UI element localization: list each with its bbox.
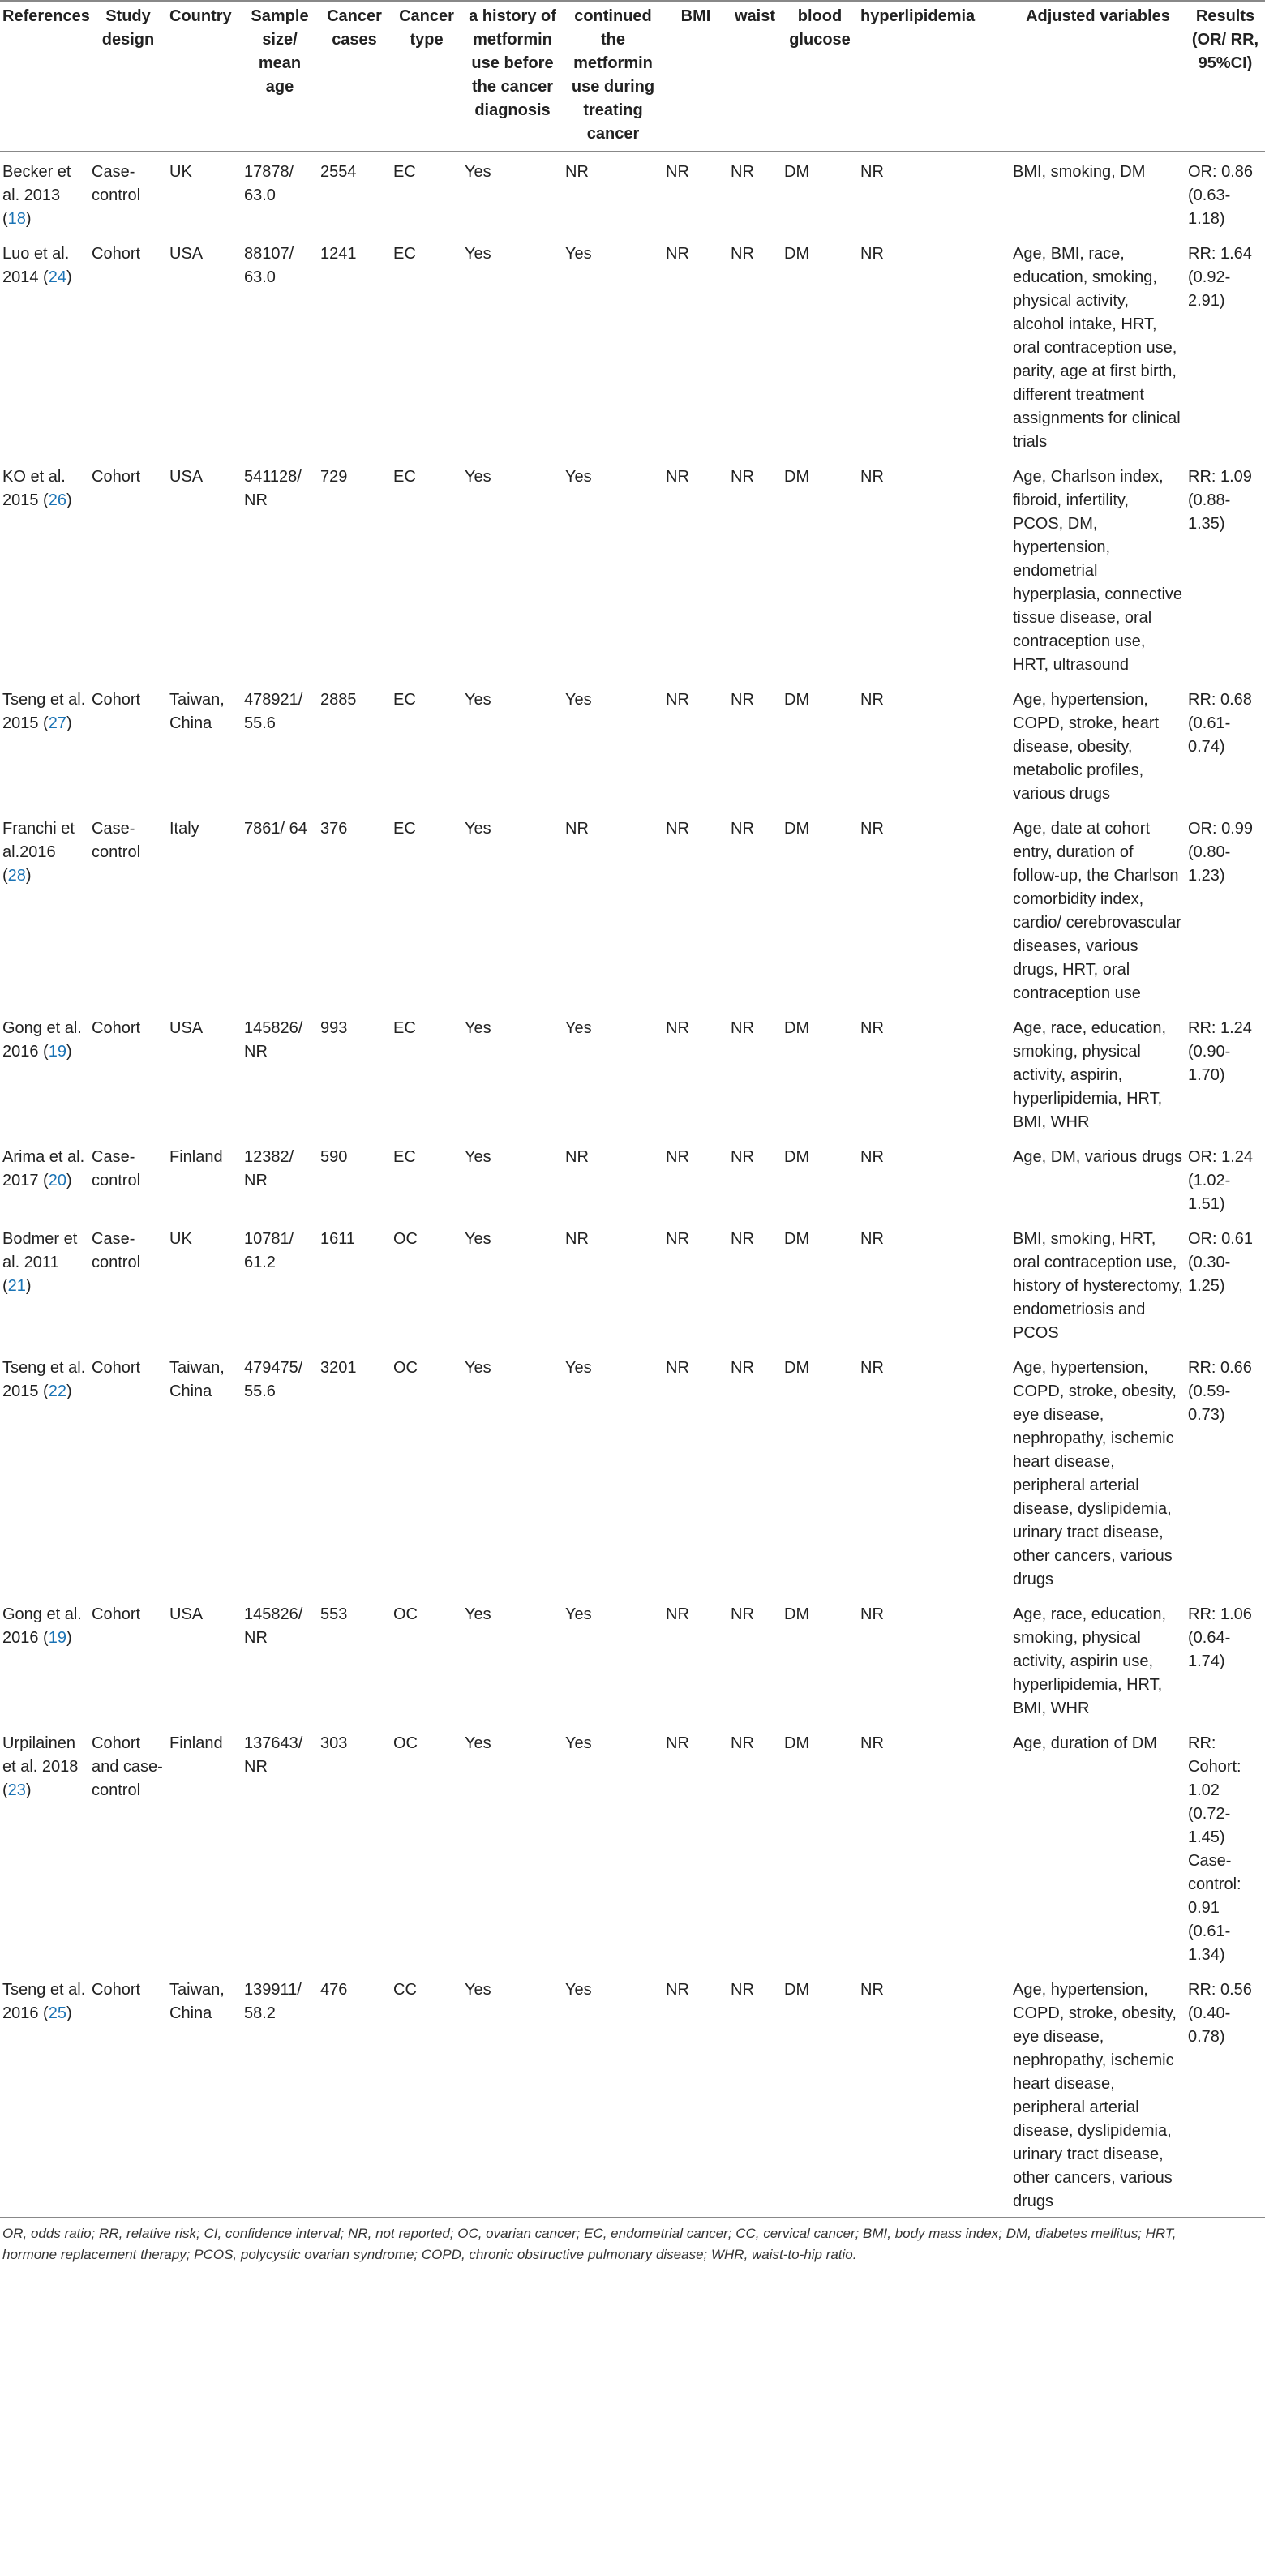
- cell-waist: NR: [728, 1970, 782, 2218]
- cell-reference: Becker et al. 2013 (18): [2, 163, 71, 228]
- header-cancer-cases: Cancer cases: [318, 1, 391, 152]
- cell-glucose: DM: [784, 1605, 810, 1623]
- cell-bmi: NR: [666, 820, 689, 838]
- cell-adjusted: Age, race, education, smoking, physical activity, aspirin use, hyperlipidemia, HRT, BMI, WHR: [1013, 1605, 1167, 1717]
- cell-sample: 12382/ NR: [244, 1148, 294, 1189]
- cell-sample: 17878/ 63.0: [244, 163, 294, 204]
- cell-sample: 137643/ NR: [244, 1734, 303, 1776]
- table-row: [0, 152, 1265, 234]
- cell-continued: NR: [565, 1230, 589, 1248]
- citation-link[interactable]: 19: [48, 1043, 66, 1061]
- reference-text: Becker et al. 2013: [2, 163, 71, 204]
- cell-hyperlipidemia: NR: [860, 820, 884, 838]
- cell-glucose: DM: [784, 468, 810, 486]
- cell-glucose: DM: [782, 1970, 858, 2218]
- table-header-row: [0, 1, 1265, 152]
- cell-glucose: DM: [784, 691, 810, 709]
- cell-waist: NR: [731, 1019, 754, 1037]
- cell-country: UK: [169, 163, 192, 181]
- cell-reference: Franchi et al.2016 (28): [2, 820, 75, 885]
- cell-hyperlipidemia: NR: [860, 1605, 884, 1623]
- table-row: [0, 1219, 1265, 1348]
- cell-adjusted: Age, BMI, race, education, smoking, physical activity, alcohol intake, HRT, oral contraception use, parity, age at first birth, different treatment assignments for clinical trials: [1013, 245, 1181, 451]
- cell-design: Cohort: [92, 245, 141, 263]
- cell-continued: Yes: [565, 245, 592, 263]
- cell-results: RR: 1.64 (0.92-2.91): [1188, 245, 1252, 310]
- header-study-design: Study design: [89, 1, 167, 152]
- citation-link[interactable]: 21: [7, 1277, 26, 1295]
- table-row: [0, 1724, 1265, 1970]
- citation-link[interactable]: 27: [48, 714, 66, 732]
- cell-design: Cohort: [92, 1019, 141, 1037]
- table-row: [0, 1138, 1265, 1219]
- reference-text: Tseng et al. 2015: [2, 691, 86, 732]
- cell-type: OC: [393, 1359, 418, 1377]
- cell-reference: KO et al. 2015 (26): [2, 468, 72, 509]
- cell-history: Yes: [465, 1019, 491, 1037]
- citation-link[interactable]: 23: [7, 1781, 26, 1799]
- reference-text: Franchi et al.2016: [2, 820, 75, 861]
- reference-text: Gong et al. 2016: [2, 1019, 82, 1061]
- header-waist: waist: [728, 1, 782, 152]
- cell-hyperlipidemia: NR: [860, 1230, 884, 1248]
- reference-text: Luo et al. 2014: [2, 245, 70, 286]
- cell-continued: Yes: [565, 691, 592, 709]
- header-adjusted-variables: Adjusted variables: [1010, 1, 1186, 152]
- cell-history: Yes: [462, 1970, 563, 2218]
- cell-continued: Yes: [565, 468, 592, 486]
- cell-reference: Tseng et al. 2015 (22): [2, 1359, 86, 1400]
- table-row: [0, 1595, 1265, 1724]
- cell-continued: Yes: [565, 1359, 592, 1377]
- cell-history: Yes: [465, 163, 491, 181]
- cell-country: Finland: [169, 1148, 223, 1166]
- cell-continued: NR: [565, 820, 589, 838]
- cell-glucose: DM: [784, 163, 810, 181]
- header-hyperlipidemia: hyperlipidemia: [858, 1, 1010, 152]
- cell-bmi: NR: [666, 1148, 689, 1166]
- cell-history: Yes: [465, 1230, 491, 1248]
- cell-waist: NR: [731, 163, 754, 181]
- cell-bmi: NR: [666, 1019, 689, 1037]
- cell-bmi: NR: [663, 1970, 728, 2218]
- cell-design: Case-control: [92, 163, 141, 204]
- cell-hyperlipidemia: NR: [860, 1019, 884, 1037]
- cell-glucose: DM: [784, 820, 810, 838]
- cell-continued: Yes: [565, 1734, 592, 1752]
- citation-link[interactable]: 24: [48, 268, 66, 286]
- cell-bmi: NR: [666, 1230, 689, 1248]
- cell-glucose: DM: [784, 1359, 810, 1377]
- header-cancer-type: Cancer type: [391, 1, 462, 152]
- cell-results: RR: Cohort: 1.02 (0.72-1.45) Case-control: 0.91 (0.61-1.34): [1188, 1734, 1241, 1964]
- cell-glucose: DM: [784, 1148, 810, 1166]
- cell-cases: 303: [320, 1734, 348, 1752]
- table-row: [0, 680, 1265, 809]
- header-country: Country: [167, 1, 242, 152]
- table-row: [0, 457, 1265, 680]
- citation-link[interactable]: 22: [48, 1382, 66, 1400]
- cell-design: Cohort: [92, 691, 141, 709]
- header-blood-glucose: blood glucose: [782, 1, 858, 152]
- cell-hyperlipidemia: NR: [860, 163, 884, 181]
- cell-type: OC: [393, 1605, 418, 1623]
- cell-waist: NR: [731, 691, 754, 709]
- reference-text: KO et al. 2015: [2, 468, 66, 509]
- cell-waist: NR: [731, 820, 754, 838]
- cell-history: Yes: [465, 245, 491, 263]
- table-body: [0, 152, 1265, 2218]
- reference-text: Tseng et al. 2016: [2, 1981, 86, 2022]
- header-sample-size: Sample size/ mean age: [242, 1, 318, 152]
- cell-type: EC: [393, 691, 416, 709]
- cell-continued: Yes: [565, 1605, 592, 1623]
- cell-cases: 1241: [320, 245, 357, 263]
- cell-cases: 2885: [320, 691, 357, 709]
- cell-hyperlipidemia: NR: [860, 1734, 884, 1752]
- cell-type: EC: [393, 468, 416, 486]
- header-history-metformin: a history of metformin use before the cancer diagnosis: [462, 1, 563, 152]
- cell-type: OC: [393, 1230, 418, 1248]
- cell-country: USA: [169, 1019, 204, 1037]
- cell-adjusted: Age, DM, various drugs: [1013, 1148, 1182, 1166]
- table-row: [0, 1970, 1265, 2218]
- cell-bmi: NR: [666, 245, 689, 263]
- cell-reference: Arima et al. 2017 (20): [2, 1148, 85, 1189]
- reference-text: Urpilainen et al. 2018: [2, 1734, 79, 1776]
- table-row: [0, 1348, 1265, 1595]
- cell-cases: 590: [320, 1148, 348, 1166]
- cell-hyperlipidemia: NR: [860, 1359, 884, 1377]
- cell-design: Cohort: [92, 1359, 141, 1377]
- cell-waist: NR: [731, 1734, 754, 1752]
- header-results: Results (OR/ RR, 95%CI): [1186, 1, 1265, 152]
- cell-results: RR: 1.24 (0.90-1.70): [1188, 1019, 1252, 1084]
- cell-hyperlipidemia: NR: [860, 245, 884, 263]
- cell-type: EC: [393, 1019, 416, 1037]
- table-footnote: OR, odds ratio; RR, relative risk; CI, confidence interval; NR, not reported; OC, ovarian cancer; EC, endometrial cancer; CC, cervical cancer; BMI, body mass index; DM, diabetes mellitus; HRT, hormone replacement therapy; PCOS, polycystic ovarian syndrome; COPD, chronic obstructive pulmonary disease; WHR, waist-to-hip ratio.: [2, 2226, 1177, 2262]
- cell-sample: 10781/ 61.2: [244, 1230, 294, 1271]
- cell-results: OR: 0.61 (0.30-1.25): [1188, 1230, 1254, 1295]
- cell-history: Yes: [465, 1605, 491, 1623]
- cell-reference: Luo et al. 2014 (24): [2, 245, 72, 286]
- cell-results: RR: 0.66 (0.59-0.73): [1188, 1359, 1252, 1424]
- cell-sample: 88107/ 63.0: [244, 245, 294, 286]
- cell-sample: 478921/ 55.6: [244, 691, 303, 732]
- cell-waist: NR: [731, 1359, 754, 1377]
- cell-bmi: NR: [666, 1605, 689, 1623]
- cell-history: Yes: [465, 1734, 491, 1752]
- cell-results: RR: 0.68 (0.61-0.74): [1188, 691, 1252, 756]
- cell-country: Finland: [169, 1734, 223, 1752]
- cell-adjusted: BMI, smoking, HRT, oral contraception use, history of hysterectomy, endometriosis and PCOS: [1013, 1230, 1183, 1342]
- cell-reference: Gong et al. 2016 (19): [2, 1605, 82, 1647]
- cell-results: RR: 1.06 (0.64-1.74): [1188, 1605, 1252, 1670]
- cell-glucose: DM: [784, 245, 810, 263]
- cell-results: OR: 0.86 (0.63-1.18): [1188, 163, 1254, 228]
- cell-results: OR: 1.24 (1.02-1.51): [1188, 1148, 1254, 1213]
- citation-link[interactable]: 26: [48, 491, 66, 509]
- cell-results: RR: 0.56 (0.40-0.78): [1186, 1970, 1265, 2218]
- cell-country: Taiwan, China: [167, 1970, 242, 2218]
- cell-reference: Tseng et al. 2015 (27): [2, 691, 86, 732]
- cell-design: Case-control: [92, 1230, 141, 1271]
- cell-continued: NR: [565, 163, 589, 181]
- cell-results: RR: 1.09 (0.88-1.35): [1188, 468, 1252, 533]
- cell-waist: NR: [731, 1230, 754, 1248]
- cell-continued: NR: [565, 1148, 589, 1166]
- cell-hyperlipidemia: NR: [860, 1148, 884, 1166]
- cell-history: Yes: [465, 468, 491, 486]
- cell-sample: 479475/ 55.6: [244, 1359, 303, 1400]
- cell-adjusted: Age, hypertension, COPD, stroke, obesity, eye disease, nephropathy, ischemic heart disease, peripheral arterial disease, dyslipidemia, urinary tract disease, other cancers, various drugs: [1013, 1359, 1177, 1588]
- cell-adjusted: Age, date at cohort entry, duration of follow-up, the Charlson comorbidity index, cardio/ cerebrovascular diseases, various drugs, HRT, oral contraception use: [1013, 820, 1181, 1002]
- cell-history: Yes: [465, 1359, 491, 1377]
- cell-history: Yes: [465, 820, 491, 838]
- cell-design: Cohort: [89, 1970, 167, 2218]
- cell-cases: 2554: [320, 163, 357, 181]
- cell-country: USA: [169, 468, 204, 486]
- cell-adjusted: Age, Charlson index, fibroid, infertility, PCOS, DM, hypertension, endometrial hyperplasia, connective tissue disease, oral contraception use, HRT, ultrasound: [1013, 468, 1183, 674]
- cell-bmi: NR: [666, 691, 689, 709]
- cell-design: Cohort and case-control: [92, 1734, 163, 1799]
- cell-reference: Bodmer et al. 2011 (21): [2, 1230, 78, 1295]
- cell-country: Italy: [169, 820, 199, 838]
- cell-hyperlipidemia: NR: [860, 468, 884, 486]
- reference-text: Bodmer et al. 2011: [2, 1230, 78, 1271]
- table-row: [0, 809, 1265, 1009]
- cell-bmi: NR: [666, 468, 689, 486]
- cell-hyperlipidemia: NR: [858, 1970, 1010, 2218]
- cell-history: Yes: [465, 691, 491, 709]
- cell-waist: NR: [731, 468, 754, 486]
- cell-design: Case-control: [92, 820, 141, 861]
- cell-waist: NR: [731, 245, 754, 263]
- cell-type: EC: [393, 245, 416, 263]
- citation-link[interactable]: 25: [48, 2004, 66, 2022]
- cell-design: Case-control: [92, 1148, 141, 1189]
- cell-design: Cohort: [92, 1605, 141, 1623]
- cell-type: EC: [393, 820, 416, 838]
- cell-cases: 553: [320, 1605, 348, 1623]
- cell-adjusted: Age, hypertension, COPD, stroke, obesity, eye disease, nephropathy, ischemic heart disease, peripheral arterial disease, dyslipidemia, urinary tract disease, other cancers, various drugs: [1010, 1970, 1186, 2218]
- header-bmi: BMI: [663, 1, 728, 152]
- citation-link[interactable]: 18: [7, 210, 26, 228]
- cell-adjusted: BMI, smoking, DM: [1013, 163, 1146, 181]
- cell-reference: Tseng et al. 2016 (25): [0, 1970, 89, 2218]
- cell-glucose: DM: [784, 1734, 810, 1752]
- table-row: [0, 1009, 1265, 1138]
- cell-sample: 145826/ NR: [244, 1019, 303, 1061]
- cell-reference: Gong et al. 2016 (19): [2, 1019, 82, 1061]
- cell-cases: 993: [320, 1019, 348, 1037]
- cell-country: Taiwan, China: [169, 691, 225, 732]
- table-row: [0, 234, 1265, 457]
- cell-bmi: NR: [666, 163, 689, 181]
- cell-bmi: NR: [666, 1734, 689, 1752]
- cell-type: EC: [393, 1148, 416, 1166]
- cell-continued: Yes: [565, 1019, 592, 1037]
- cell-type: OC: [393, 1734, 418, 1752]
- cell-design: Cohort: [92, 468, 141, 486]
- cell-bmi: NR: [666, 1359, 689, 1377]
- cell-cases: 476: [318, 1970, 391, 2218]
- cell-sample: 139911/ 58.2: [242, 1970, 318, 2218]
- cell-waist: NR: [731, 1605, 754, 1623]
- cell-cases: 1611: [320, 1230, 356, 1248]
- cell-country: UK: [169, 1230, 192, 1248]
- cell-hyperlipidemia: NR: [860, 691, 884, 709]
- cell-cases: 376: [320, 820, 348, 838]
- header-references: References: [0, 1, 89, 152]
- header-continued-metformin: continued the metformin use during treating cancer: [563, 1, 663, 152]
- cell-cases: 3201: [320, 1359, 357, 1377]
- cell-adjusted: Age, hypertension, COPD, stroke, heart disease, obesity, metabolic profiles, various drugs: [1013, 691, 1160, 803]
- cell-sample: 541128/ NR: [244, 468, 302, 509]
- cell-sample: 7861/ 64: [244, 820, 307, 838]
- citation-link[interactable]: 28: [7, 867, 26, 885]
- cell-country: Taiwan, China: [169, 1359, 225, 1400]
- cell-country: USA: [169, 1605, 204, 1623]
- citation-link[interactable]: 19: [48, 1629, 66, 1647]
- reference-text: Gong et al. 2016: [2, 1605, 82, 1647]
- reference-text: Arima et al. 2017: [2, 1148, 85, 1189]
- cell-glucose: DM: [784, 1230, 810, 1248]
- cell-reference: Urpilainen et al. 2018 (23): [2, 1734, 79, 1799]
- cell-country: USA: [169, 245, 204, 263]
- cell-adjusted: Age, race, education, smoking, physical activity, aspirin, hyperlipidemia, HRT, BMI, WHR: [1013, 1019, 1167, 1131]
- cell-sample: 145826/ NR: [244, 1605, 303, 1647]
- cell-continued: Yes: [563, 1970, 663, 2218]
- cell-history: Yes: [465, 1148, 491, 1166]
- cell-glucose: DM: [784, 1019, 810, 1037]
- reference-text: Tseng et al. 2015: [2, 1359, 86, 1400]
- cell-results: OR: 0.99 (0.80-1.23): [1188, 820, 1254, 885]
- cell-cases: 729: [320, 468, 348, 486]
- cell-adjusted: Age, duration of DM: [1013, 1734, 1157, 1752]
- citation-link[interactable]: 20: [48, 1172, 66, 1189]
- cell-waist: NR: [731, 1148, 754, 1166]
- cell-type: EC: [393, 163, 416, 181]
- cell-type: CC: [391, 1970, 462, 2218]
